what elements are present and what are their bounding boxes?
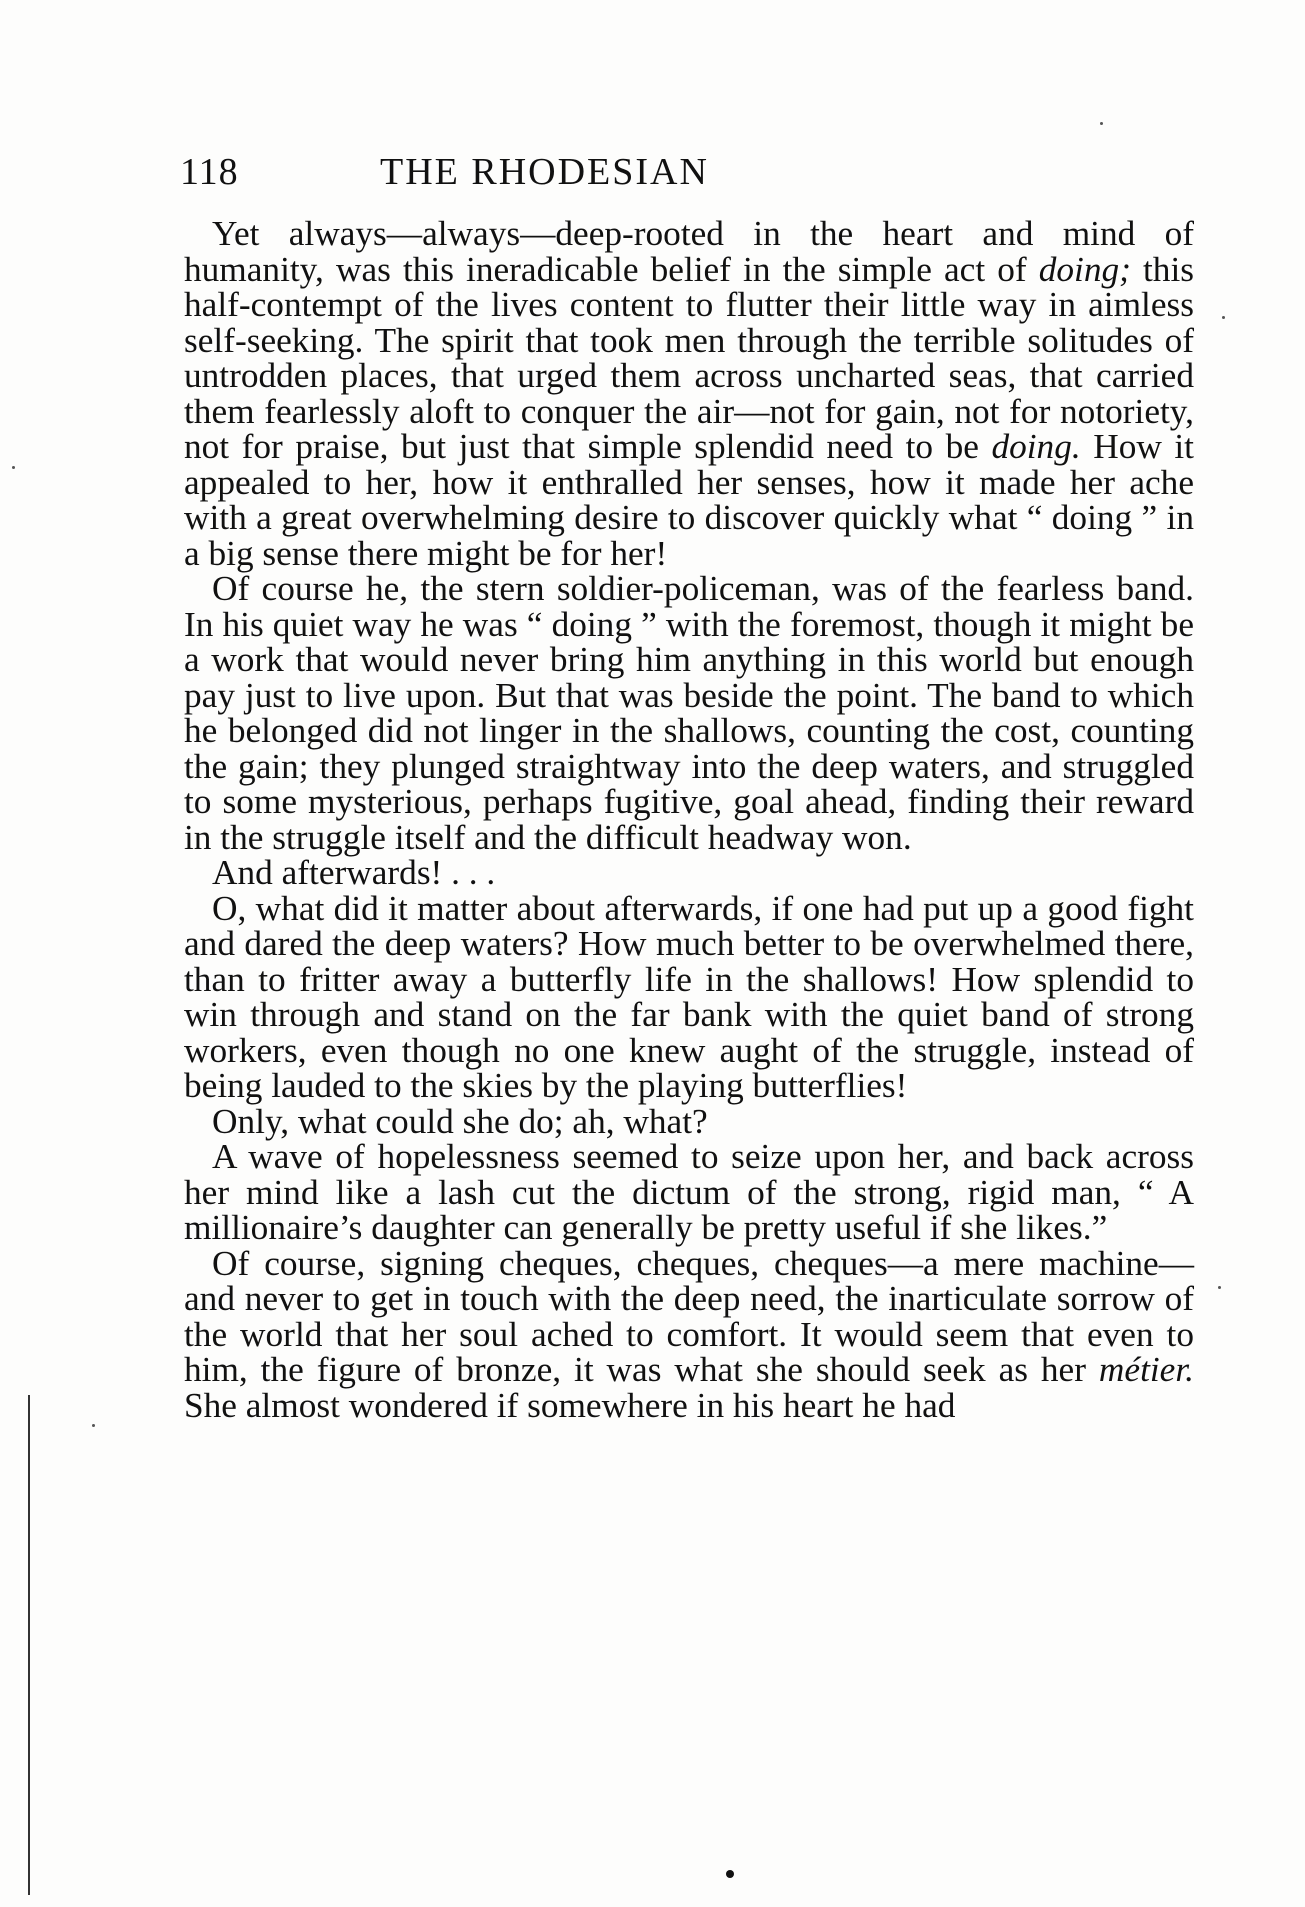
body-text xyxy=(184,216,1194,1423)
paragraph xyxy=(184,855,1194,891)
speck xyxy=(12,466,15,469)
italic-run: doing. xyxy=(991,427,1081,466)
paragraph xyxy=(184,1243,1194,1425)
speck xyxy=(1100,122,1103,125)
book-title: THE RHODESIAN xyxy=(380,151,709,193)
margin-rule xyxy=(28,1395,30,1895)
text-run: A wave of hopelessness seemed to seize upon her, and back across her mind like a lash cut the dictum of the strong, rigid man, “ A millionaire’s daughter can generally be pretty useful if she likes.” xyxy=(184,1137,1194,1247)
text-run: Only, what could she do; ah, what? xyxy=(212,1101,708,1141)
text-run: Yet always—always—deep-rooted in the heart and mind of humanity, was this ineradicable belief in the simple act of xyxy=(184,214,1194,289)
text-run: this half-contempt of the lives content to flutter their little way in aimless self-seeking. The spirit that took men through the terrible solitudes of untrodden places, that urged them across uncharted seas, that carried them fearlessly aloft to conquer the air—not for gain, not for notoriety, not for praise, but just that simple splendid need to be xyxy=(184,249,1194,466)
speck xyxy=(1218,1286,1221,1289)
running-head xyxy=(180,150,1180,198)
text-run: Of course, signing cheques, cheques, cheques—a mere machine—and never to get in touch with the deep need, the inarticulate sorrow of the world that her soul ached to comfort. It would seem that even to him, the figure of bronze, it was what she should seek as her xyxy=(184,1243,1194,1389)
italic-run: métier. xyxy=(1098,1350,1194,1389)
text-run: How it appealed to her, how it enthralled her senses, how it made her ache with a great overwhelming desire to discover quickly what “ doing ” in a big sense there might be for her! xyxy=(184,427,1194,573)
text-run: Of course he, the stern soldier-policeman, was of the fearless band. In his quiet way he was “ doing ” with the foremost, though it might be a work that would never bring him anything in this world but enough pay just to live upon. But that was beside the point. The band to which he belonged did not linger in the shallows, counting the cost, counting the gain; they plunged straightway into the deep waters, and struggled to some mysterious, perhaps fugitive, goal ahead, finding their reward in the struggle itself and the difficult headway won. xyxy=(184,569,1194,857)
paragraph xyxy=(184,216,1194,571)
text-run: O, what did it matter about afterwards, if one had put up a good fight and dared the deep waters? How much better to be overwhelmed there, than to fritter away a butterfly life in the shallows! How splendid to win through and stand on the far bank with the quiet band of strong workers, even though no one knew aught of the struggle, instead of being lauded to the skies by the playing butterflies! xyxy=(184,888,1194,1105)
paragraph xyxy=(184,1139,1194,1246)
speck xyxy=(92,1424,95,1427)
footer-mark xyxy=(726,1870,734,1878)
paragraph xyxy=(184,1101,1194,1141)
text-run: She almost wondered if somewhere in his heart he had xyxy=(184,1385,956,1425)
paragraph xyxy=(184,888,1194,1105)
speck xyxy=(1222,316,1225,319)
page-number: 118 xyxy=(180,151,239,193)
text-run: And afterwards! . . . xyxy=(212,853,496,892)
italic-run: doing; xyxy=(1038,249,1131,289)
paragraph xyxy=(184,571,1194,855)
